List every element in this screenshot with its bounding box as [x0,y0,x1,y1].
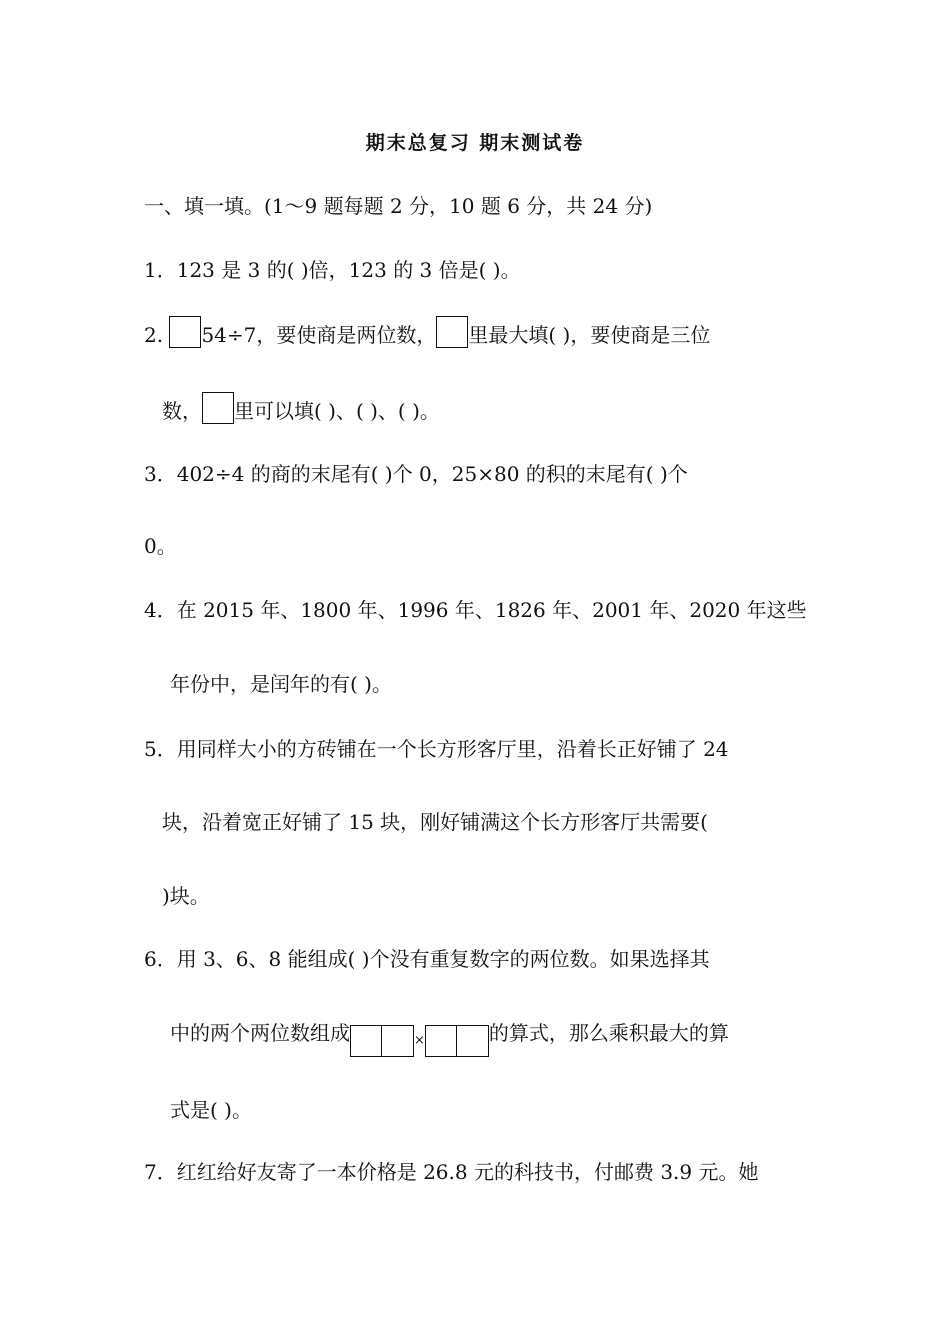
question-2-text-d: 里可以填( )、( )、( )。 [234,399,440,423]
question-2-line-2 [162,392,440,425]
question-4-line-1: 4．在 2015 年、1800 年、1996 年、1826 年、2001 年、2020 年这些 [144,598,807,622]
digit-box[interactable] [382,1025,414,1057]
question-1: 1．123 是 3 的( )倍，123 的 3 倍是( )。 [144,258,521,282]
question-6-line-1: 6．用 3、6、8 能组成( )个没有重复数字的两位数。如果选择其 [144,947,710,971]
question-5-line-1: 5．用同样大小的方砖铺在一个长方形客厅里，沿着长正好铺了 24 [144,737,729,761]
answer-box[interactable] [169,316,201,348]
digit-box-pair [350,1025,414,1057]
question-6-text-a: 中的两个两位数组成 [170,1021,350,1045]
question-4-line-2: 年份中，是闰年的有( )。 [170,672,392,696]
answer-box[interactable] [436,316,468,348]
page-title: 期末总复习 期末测试卷 [365,132,585,154]
digit-box-pair [425,1025,489,1057]
question-7-line-1: 7．红红给好友寄了一本价格是 26.8 元的科技书，付邮费 3.9 元。她 [144,1160,759,1184]
question-6-line-2 [170,1019,729,1057]
question-3-line-2: 0。 [144,534,177,558]
question-2-text-a: 54÷7，要使商是两位数， [201,323,437,347]
digit-box[interactable] [350,1025,382,1057]
question-6-text-b: 的算式，那么乘积最大的算 [488,1021,729,1045]
answer-box[interactable] [202,392,234,424]
question-5-line-2: 块，沿着宽正好铺了 15 块，刚好铺满这个长方形客厅共需要( [162,810,708,834]
question-3-line-1: 3．402÷4 的商的末尾有( )个 0，25×80 的积的末尾有( )个 [144,462,688,486]
question-2-text-c: 数， [162,399,202,423]
digit-box[interactable] [425,1025,457,1057]
digit-box[interactable] [457,1025,489,1057]
question-2-text-b: 里最大填( )，要使商是三位 [468,323,711,347]
question-5-line-3: )块。 [162,884,210,908]
question-6-line-3: 式是( )。 [170,1098,252,1122]
times-sign: × [414,1033,425,1048]
question-2-number: 2. [144,323,170,347]
section-heading: 一、填一填。(1～9 题每题 2 分，10 题 6 分，共 24 分) [144,194,653,218]
question-2-line-1 [144,316,710,349]
